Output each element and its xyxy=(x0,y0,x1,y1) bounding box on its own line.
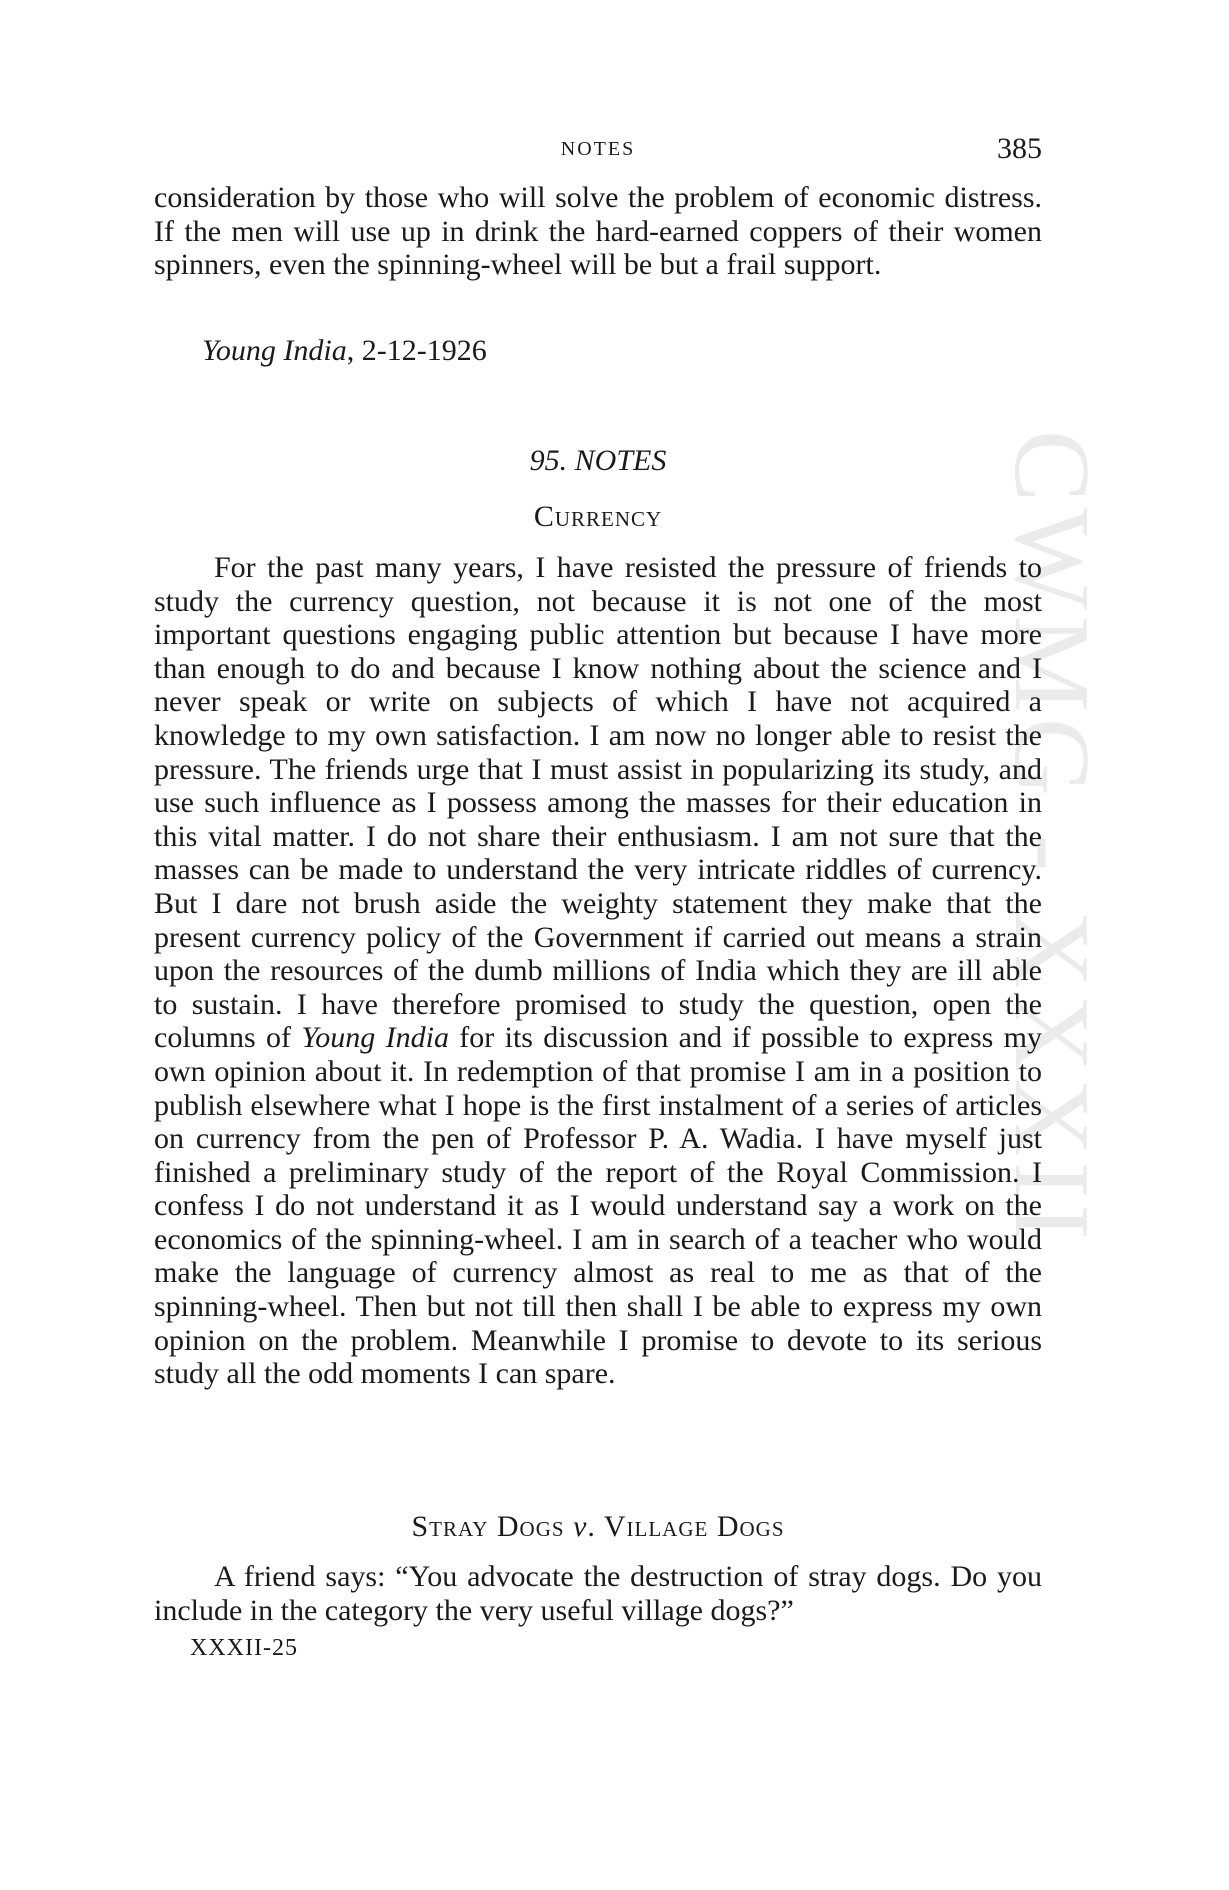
section-heading-currency: Currency xyxy=(533,500,663,533)
dogs-paragraph: A friend says: “You advocate the destruction of stray dogs. Do you include in the category the very useful village dogs?” xyxy=(154,1560,1042,1627)
chapter-title: 95. NOTES xyxy=(529,444,667,477)
currency-text-part-2: for its discussion and if possible to express my own opinion about it. In redemption of that promise I am in a position to publish elsewhere what I hope is the first instalment of a series of articles on currency from the pen of Professor P. A. Wadia. I have myself just finished a preliminary study of the report of the Royal Commission. I confess I do not understand it as I would understand say a work on the economics of the spinning-wheel. I am in search of a teacher who would make the language of currency almost as real to me as that of the spinning-wheel. Then but not till then shall I be able to express my own opinion on the problem. Meanwhile I promise to devote to its serious study all the odd moments I can spare. xyxy=(154,1021,1042,1391)
continuation-paragraph: consideration by those who will solve the problem of economic distress. If the men will use up in drink the hard-earned coppers of their women spinners, even the spinning-wheel will be but a frail support. xyxy=(154,181,1042,282)
currency-text-part-1: For the past many years, I have resisted the pressure of friends to study the currency question, not because it is not one of the most important questions engaging public attention but because I have more than enough to do and because I know nothing about the science and I never speak or write on subjects of which I have not acquired a knowledge to my own satisfaction. I am now no longer able to resist the pressure. The friends urge that I must assist in popularizing its study, and use such influence as I possess among the masses for their education in this vital matter. I do not share their enthusiasm. I am not sure that the masses can be made to understand the very intricate riddles of currency. But I dare not brush aside the weighty statement they make that the present currency policy of the Government if carried out means a strain upon the resources of the dumb millions of India which they are ill able to sustain. I have therefore promised to study the question, open the columns of xyxy=(154,551,1042,1055)
watermark-text: CWMG - XXXII xyxy=(992,430,1111,1246)
volume-code: XXXII-25 xyxy=(190,1635,298,1661)
section-heading-dogs xyxy=(154,1510,1042,1544)
dogs-heading-versus: v xyxy=(573,1510,588,1543)
running-title: NOTES xyxy=(560,138,636,160)
running-head xyxy=(154,132,1042,166)
currency-paragraph xyxy=(154,551,1042,1391)
source-citation xyxy=(202,334,487,368)
currency-italic-ref: Young India xyxy=(301,1021,449,1055)
source-publication: Young India xyxy=(202,334,347,367)
dogs-heading-part-1: Stray Dogs xyxy=(411,1510,574,1543)
dogs-heading-part-2: . Village Dogs xyxy=(587,1510,785,1543)
source-date: , 2-12-1926 xyxy=(346,334,487,367)
currency-section-body xyxy=(154,551,1042,1391)
page-number: 385 xyxy=(997,132,1042,165)
dogs-section-body xyxy=(154,1560,1042,1627)
